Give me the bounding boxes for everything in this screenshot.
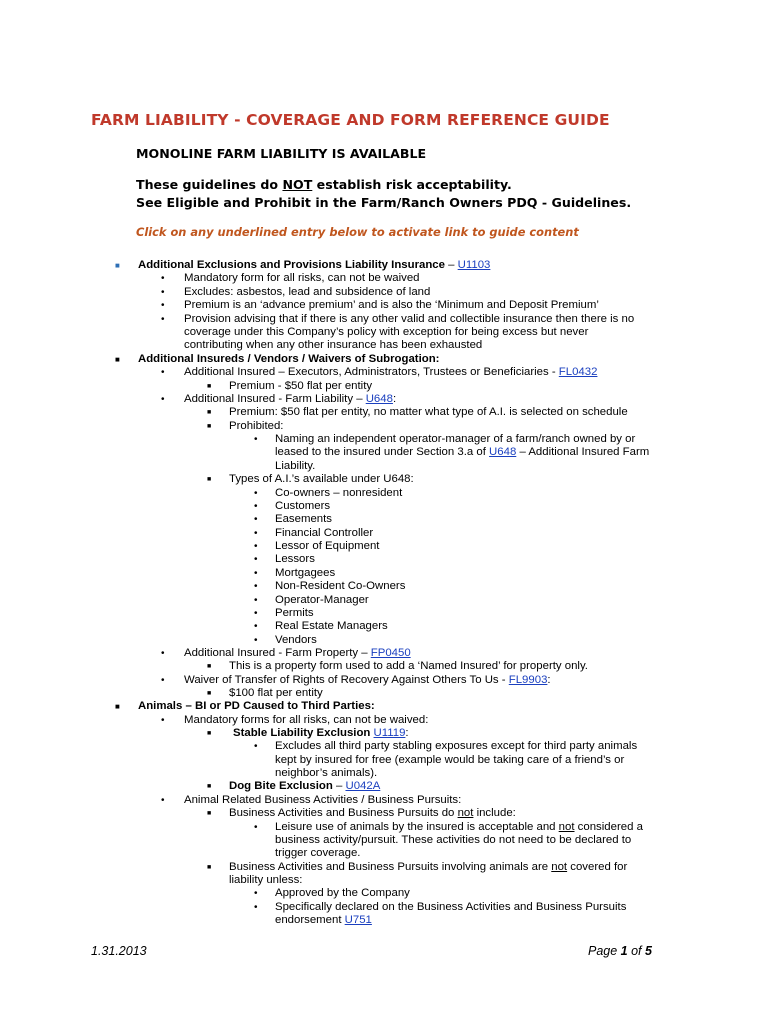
dot-bullet-icon: • [254,568,258,579]
dot-bullet-icon: • [254,554,258,565]
square-bullet-icon: ■ [207,476,212,483]
ai-type-item: Co-owners – nonresident [275,487,403,499]
footer-page-number: Page 1 of 5 [588,944,652,958]
dot-bullet-icon: • [254,581,258,592]
ai-type-item: Vendors [275,634,317,646]
footer-date: 1.31.2013 [91,944,147,958]
list-item: Types of A.I.’s available under U648: [229,473,414,485]
list-item: Provision advising that if there is any other valid and collectible insurance then there is no [184,313,635,325]
square-bullet-icon: ■ [207,663,212,670]
list-item: Additional Insured – Executors, Administrators, Trustees or Beneficiaries - FL0432 [184,366,598,378]
list-item: Leisure use of animals by the insured is acceptable and not considered a [275,821,643,833]
ai-type-item: Lessors [275,553,315,565]
ai-type-item: Financial Controller [275,527,374,539]
list-item: Premium - $50 flat per entity [229,380,373,392]
list-item: Excludes: asbestos, lead and subsidence of land [184,286,431,298]
section-animals: Animals – BI or PD Caused to Third Parties: [138,700,375,712]
link-fl0432[interactable]: FL0432 [558,366,598,378]
link-fl9903[interactable]: FL9903 [508,674,548,686]
dot-bullet-icon: • [254,528,258,539]
list-item-continuation: Liability. [275,460,316,472]
guidelines-line-1: These guidelines do NOT establish risk acceptability. [136,177,512,192]
ai-type-item: Easements [275,513,332,525]
link-u042a[interactable]: U042A [345,780,381,792]
dot-bullet-icon: • [161,394,165,405]
list-item: Business Activities and Business Pursuits involving animals are not covered for [229,861,628,873]
dot-bullet-icon: • [161,648,165,659]
dot-bullet-icon: • [254,541,258,552]
dot-bullet-icon: • [161,367,165,378]
link-fp0450[interactable]: FP0450 [370,647,411,659]
ai-type-item: Permits [275,607,314,619]
square-bullet-icon: ■ [207,730,212,737]
link-u648-inline[interactable]: U648 [489,446,517,458]
list-item: Premium is an ‘advance premium’ and is also the ‘Minimum and Deposit Premium’ [184,299,599,311]
dot-bullet-icon: • [161,300,165,311]
page-title: FARM LIABILITY - COVERAGE AND FORM REFERENCE GUIDE [91,111,610,129]
square-bullet-icon: ■ [207,383,212,390]
square-bullet-icon: ■ [207,423,212,430]
guidelines-line-2: See Eligible and Prohibit in the Farm/Ranch Owners PDQ - Guidelines. [136,195,632,210]
ai-type-item: Mortgagees [275,567,336,579]
square-bullet-icon: ■ [115,702,120,711]
square-bullet-icon: ■ [207,810,212,817]
dot-bullet-icon: • [254,888,258,899]
list-item: Stable Liability Exclusion U1119: [233,727,409,739]
click-note: Click on any underlined entry below to activate link to guide content [136,225,579,239]
list-item: Naming an independent operator-manager of a farm/ranch owned by or [275,433,636,445]
ai-type-item: Non-Resident Co-Owners [275,580,406,592]
list-item: Dog Bite Exclusion – U042A [229,780,381,792]
list-item-continuation: neighbor’s animals). [275,767,378,779]
link-u751[interactable]: U751 [344,914,372,926]
dot-bullet-icon: • [161,675,165,686]
list-item: Business Activities and Business Pursuits do not include: [229,807,516,819]
dot-bullet-icon: • [254,434,258,445]
list-item: Premium: $50 flat per entity, no matter what type of A.I. is selected on schedule [229,406,628,418]
square-bullet-icon: ■ [115,261,120,270]
link-u1119[interactable]: U1119 [373,727,406,739]
list-item: Approved by the Company [275,887,410,899]
square-bullet-icon: ■ [207,409,212,416]
section-additional-insureds: Additional Insureds / Vendors / Waivers of Subrogation: [138,353,440,365]
ai-type-item: Operator-Manager [275,594,369,606]
dot-bullet-icon: • [254,595,258,606]
list-item: Specifically declared on the Business Activities and Business Pursuits [275,901,627,913]
square-bullet-icon: ■ [207,690,212,697]
dot-bullet-icon: • [254,635,258,646]
dot-bullet-icon: • [161,314,165,325]
dot-bullet-icon: • [254,514,258,525]
list-item: $100 flat per entity [229,687,323,699]
list-item-continuation: kept by insured for free (example would be taking care of a friend’s or [275,754,625,766]
dot-bullet-icon: • [254,902,258,913]
monoline-heading: MONOLINE FARM LIABILITY IS AVAILABLE [136,146,427,161]
square-bullet-icon: ■ [207,864,212,871]
dot-bullet-icon: • [254,608,258,619]
dot-bullet-icon: • [254,822,258,833]
list-item-continuation: business activity/pursuit. These activities do not need to be declared to [275,834,632,846]
list-item-continuation: endorsement U751 [275,914,372,926]
dot-bullet-icon: • [254,501,258,512]
list-item: Additional Insured - Farm Liability – U648: [184,393,397,405]
list-item: This is a property form used to add a ‘Named Insured’ for property only. [229,660,588,672]
list-item: Additional Insured - Farm Property – FP0450 [184,647,411,659]
list-item: Prohibited: [229,420,284,432]
ai-type-item: Customers [275,500,331,512]
dot-bullet-icon: • [161,273,165,284]
link-u648[interactable]: U648 [365,393,393,405]
ai-type-item: Lessor of Equipment [275,540,380,552]
list-item-continuation: leased to the insured under Section 3.a of U648 – Additional Insured Farm [275,446,650,458]
list-item: Animal Related Business Activities / Business Pursuits: [184,794,462,806]
link-u1103[interactable]: U1103 [457,259,491,271]
list-item-continuation: contributing when any other insurance has been exhausted [184,339,483,351]
dot-bullet-icon: • [254,741,258,752]
list-item: Excludes all third party stabling exposures except for third party animals [275,740,638,752]
list-item: Waiver of Transfer of Rights of Recovery Against Others To Us - FL9903: [184,674,551,686]
ai-type-item: Real Estate Managers [275,620,388,632]
dot-bullet-icon: • [254,488,258,499]
list-item-continuation: liability unless: [229,874,303,886]
list-item-continuation: coverage under this Company’s policy with exception for being excess but never [184,326,589,338]
dot-bullet-icon: • [161,795,165,806]
list-item-continuation: trigger coverage. [275,847,361,859]
dot-bullet-icon: • [161,715,165,726]
dot-bullet-icon: • [161,287,165,298]
section-additional-exclusions: Additional Exclusions and Provisions Liability Insurance – U1103 [138,259,491,271]
list-item: Mandatory form for all risks, can not be waived [184,272,420,284]
dot-bullet-icon: • [254,621,258,632]
list-item: Mandatory forms for all risks, can not be waived: [184,714,429,726]
square-bullet-icon: ■ [207,783,212,790]
square-bullet-icon: ■ [115,355,120,364]
